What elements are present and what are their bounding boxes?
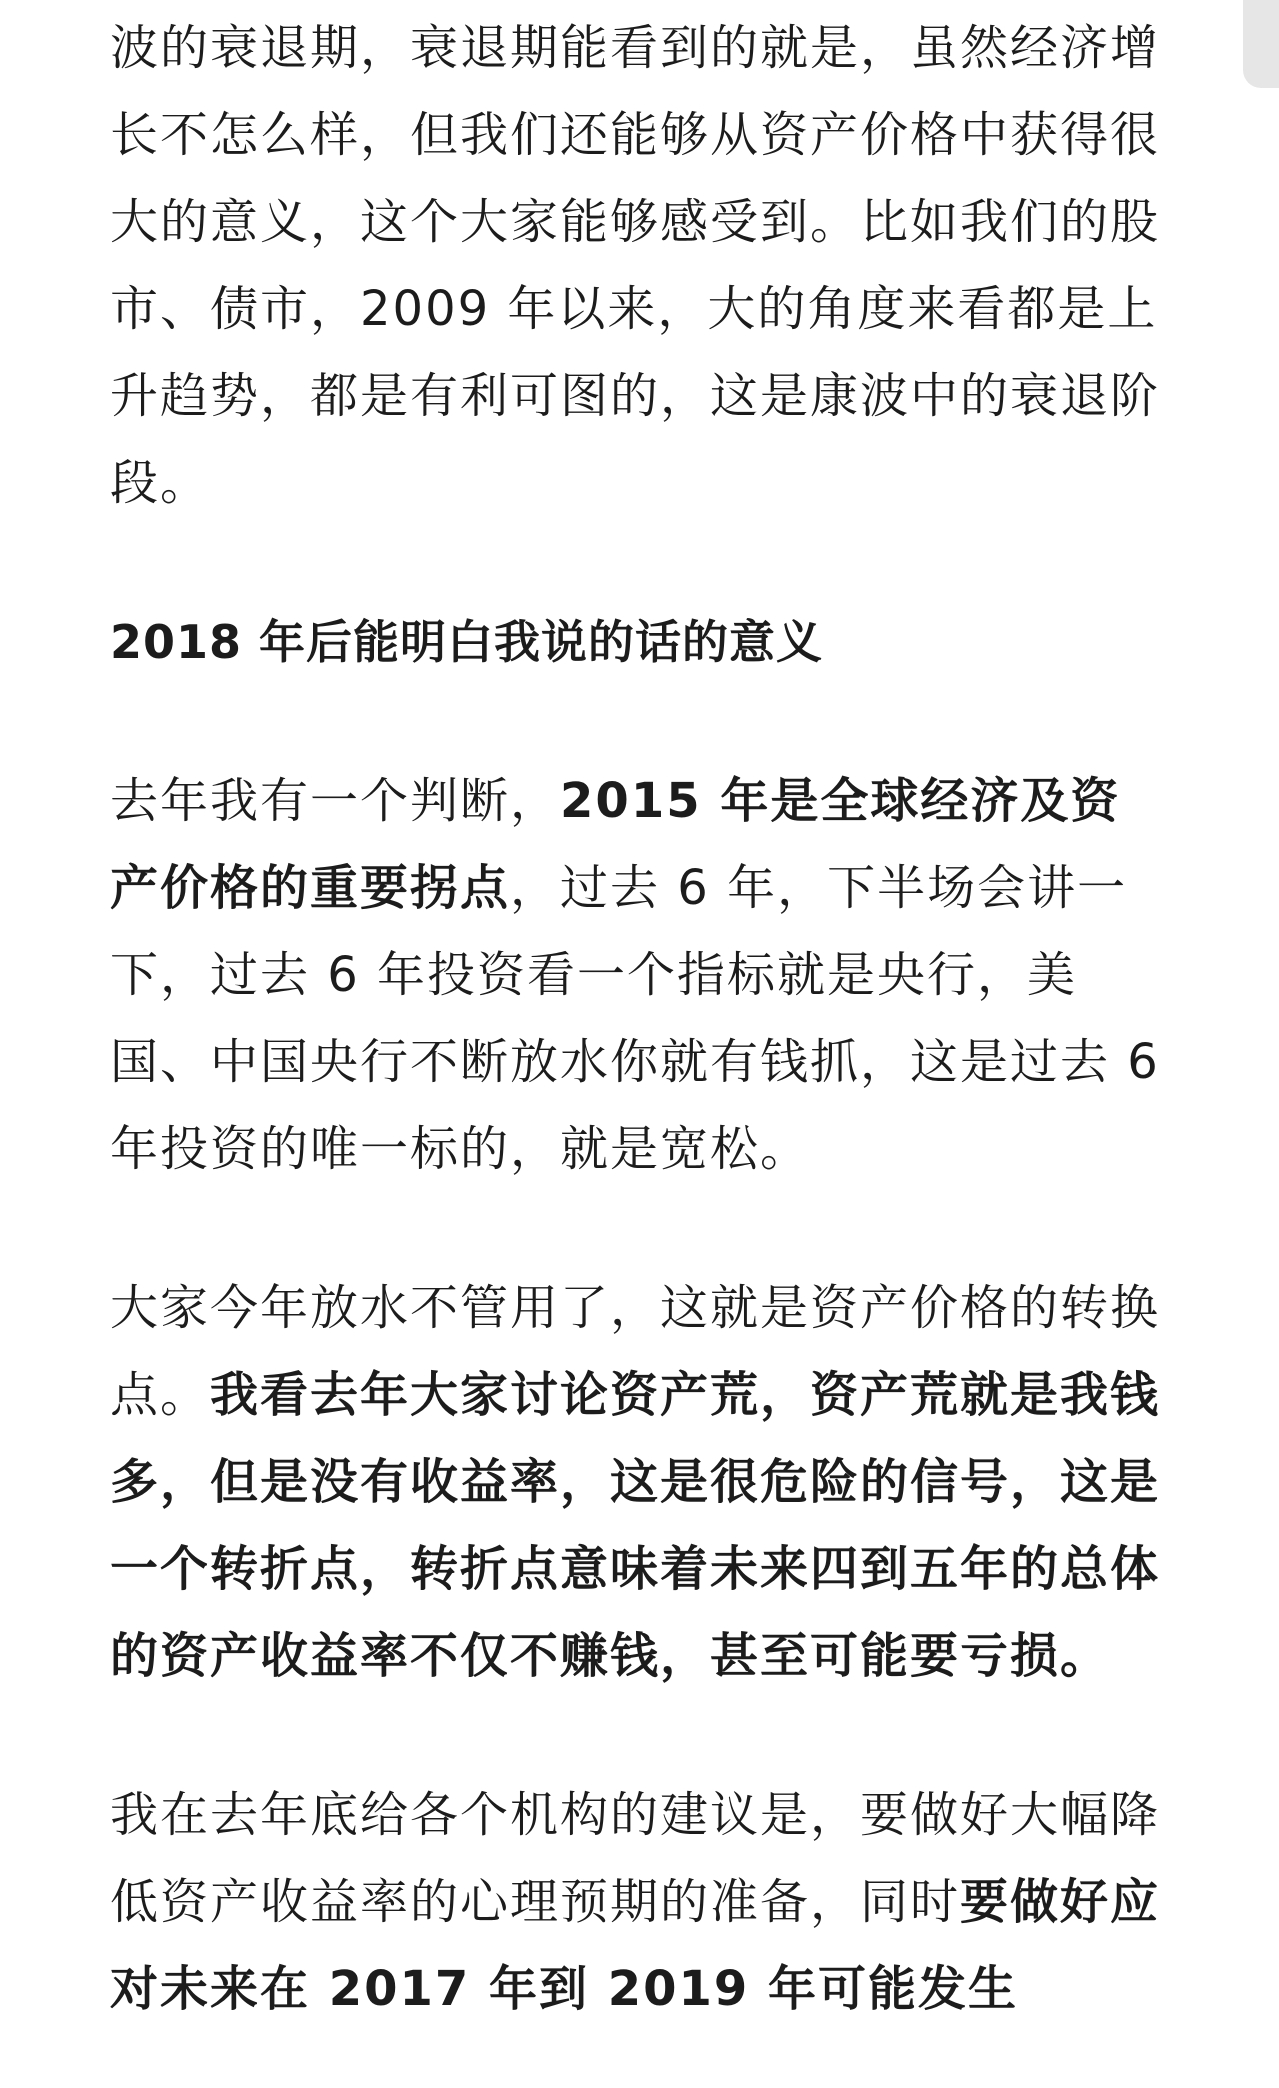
spacer (110, 1193, 1170, 1265)
paragraph-3-bold: 我看去年大家讨论资产荒，资产荒就是我钱多，但是没有收益率，这是很危险的信号，这是一个转折点，转折点意味着未来四到五年的总体的资产收益率不仅不赚钱，甚至可能要亏损。 (110, 1367, 1161, 1684)
paragraph-4-text: 我在去年底给各个机构的建议是，要做好大幅降低资产收益率的心理预期的准备，同时 (110, 1787, 1161, 1930)
spacer (110, 686, 1170, 758)
paragraph-2 (110, 758, 1170, 1193)
paragraph-2-text-rest: ，过去 6 年，下半场会讲一下，过去 6 年投资看一个指标就是央行，美国、中国央行不断放水你就有钱抓，这是过去 6 年投资的唯一标的，就是宽松。 (110, 860, 1160, 1177)
article-body (110, 0, 1170, 2033)
section-heading: 2018 年后能明白我说的话的意义 (110, 615, 824, 669)
paragraph-4-bold: 要做好应对未来在 2017 年到 2019 年可能发生 (110, 1874, 1161, 2017)
paragraph-3-text: 大家今年放水不管用了，这就是资产价格的转换点。 (110, 1280, 1161, 1423)
paragraph-4 (110, 1772, 1170, 2033)
paragraph-1 (110, 5, 1170, 527)
paragraph-2-text: 去年我有一个判断， (110, 773, 561, 829)
paragraph-2-bold: 2015 年是全球经济及资产价格的重要拐点 (110, 773, 1121, 916)
paragraph-1-text: 波的衰退期，衰退期能看到的就是，虽然经济增长不怎么样，但我们还能够从资产价格中获得很大的意义，这个大家能够感受到。比如我们的股市、债市，2009 年以来，大的角度来看都是上升趋势，都是有利可图的，这是康波中的衰退阶段。 (110, 20, 1161, 511)
scrollbar-handle[interactable] (1243, 0, 1279, 88)
spacer (110, 1700, 1170, 1772)
paragraph-3 (110, 1265, 1170, 1700)
